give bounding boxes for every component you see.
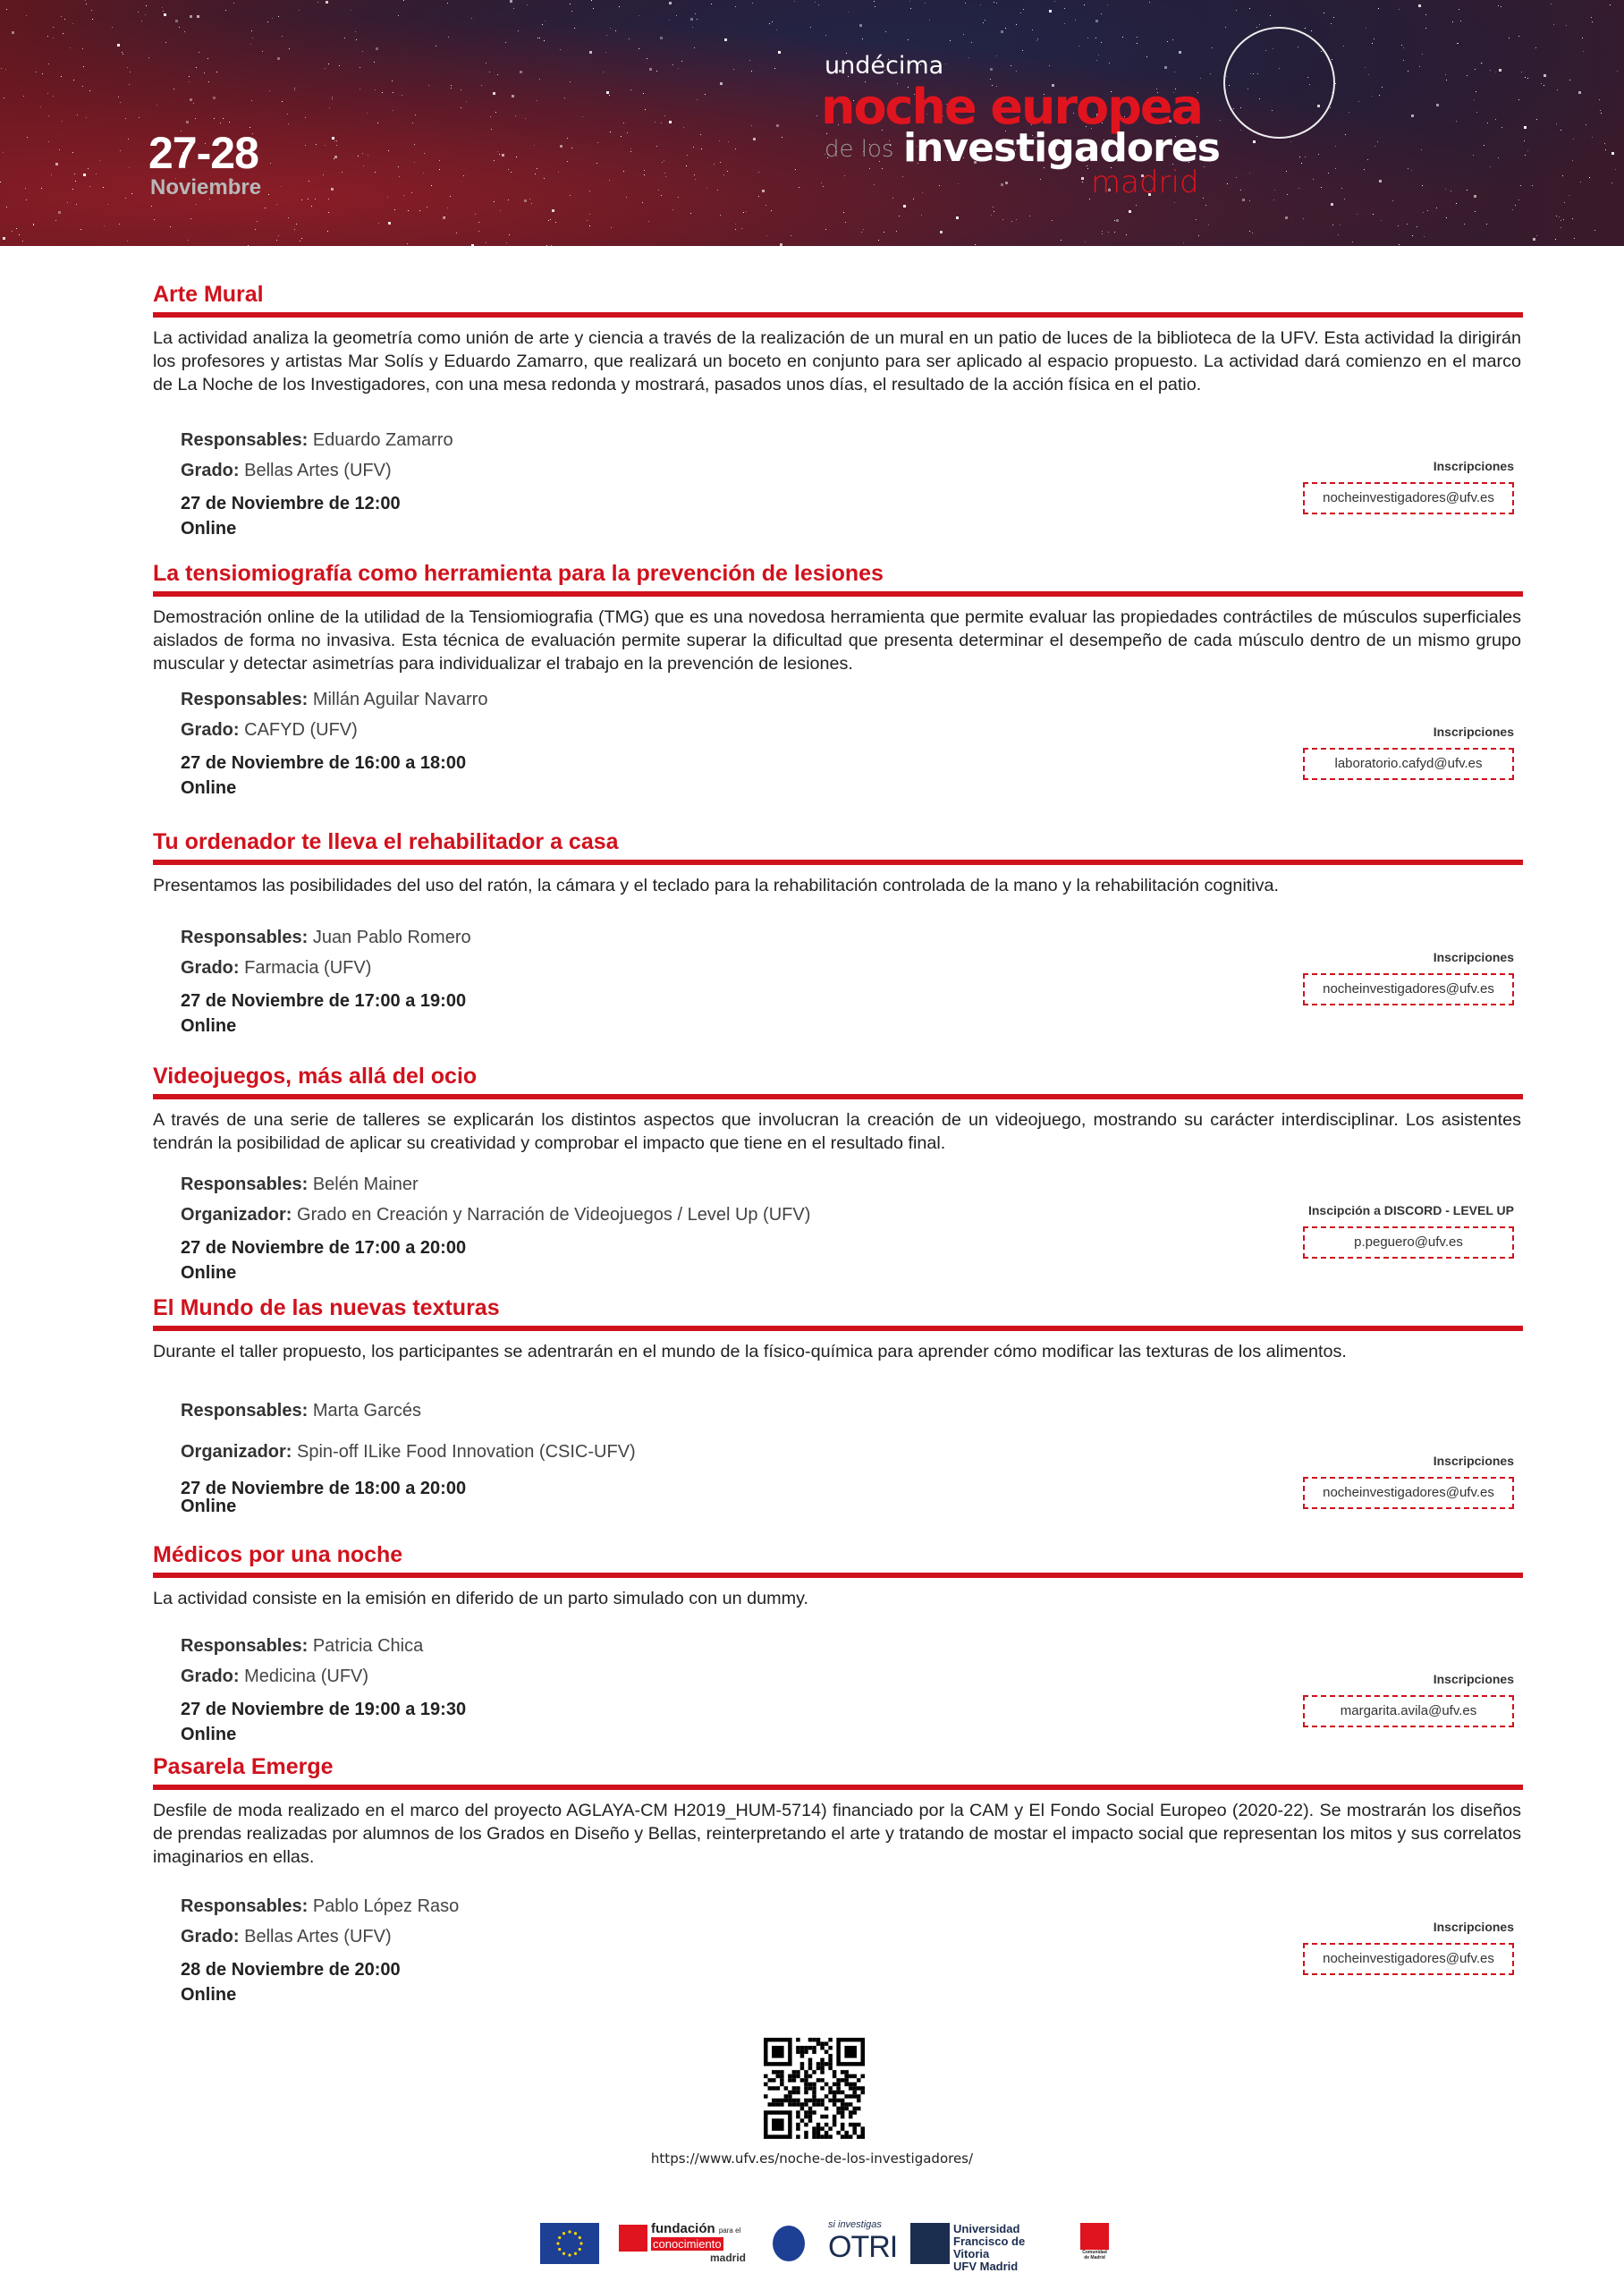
registration-label: Inscripciones xyxy=(1433,950,1514,964)
title-divider xyxy=(153,591,1523,597)
detail-row xyxy=(181,953,471,983)
activity-date: 27 de Noviembre de 18:00 a 20:00 xyxy=(181,1479,467,1498)
activity-title: El Mundo de las nuevas texturas xyxy=(153,1295,500,1320)
activity-date: 27 de Noviembre de 12:00 xyxy=(181,494,401,513)
header-banner xyxy=(0,0,1624,246)
detail-value: Grado en Creación y Narración de Videojuegos / Level Up (UFV) xyxy=(297,1205,811,1225)
activity-details xyxy=(181,922,471,1039)
activity-title: Videojuegos, más allá del ocio xyxy=(153,1064,478,1089)
registration-email[interactable]: nocheinvestigadores@ufv.es xyxy=(1303,1477,1514,1509)
activity-title: Médicos por una noche xyxy=(153,1542,403,1567)
detail-row xyxy=(181,425,453,455)
registration-label: Inscipción a DISCORD - LEVEL UP xyxy=(1307,1203,1514,1217)
title-divider xyxy=(153,1573,1523,1578)
detail-row xyxy=(181,1437,636,1467)
registration-label: Inscripciones xyxy=(1433,1454,1514,1468)
detail-label: Responsables: xyxy=(181,690,309,709)
logo-line-1: undécima xyxy=(825,52,944,80)
activity-date: 27 de Noviembre de 17:00 a 19:00 xyxy=(181,991,467,1011)
registration xyxy=(1303,950,1514,1005)
detail-value: Patricia Chica xyxy=(312,1636,424,1656)
activity-details xyxy=(181,1631,466,1747)
detail-row xyxy=(181,1661,466,1692)
registration xyxy=(1303,1454,1514,1509)
detail-label: Grado: xyxy=(181,720,240,740)
activity-title: Arte Mural xyxy=(153,282,264,307)
detail-value: Belén Mainer xyxy=(312,1175,419,1194)
title-divider xyxy=(153,860,1523,865)
detail-value: Juan Pablo Romero xyxy=(312,928,471,947)
detail-row xyxy=(181,455,453,486)
logo-line-3b: investigadores xyxy=(903,125,1220,171)
registration xyxy=(1303,1672,1514,1727)
detail-row xyxy=(181,922,471,953)
detail-row xyxy=(181,1921,459,1952)
registration xyxy=(1303,459,1514,514)
activity-description: La actividad consiste en la emisión en diferido de un parto simulado con un dummy. xyxy=(153,1589,809,1608)
registration-label: Inscripciones xyxy=(1433,459,1514,473)
detail-value: CAFYD (UFV) xyxy=(244,720,358,740)
logo-line-4: madrid xyxy=(1091,165,1199,200)
registration-label: Inscripciones xyxy=(1433,725,1514,739)
detail-label: Responsables: xyxy=(181,1175,309,1194)
registration-label: Inscripciones xyxy=(1433,1920,1514,1934)
activity-description: Desfile de moda realizado en el marco del proyecto AGLAYA-CM H2019_HUM-5714) financiado por la CAM y El Fondo Social Europeo (2020-22). Se mostrarán los diseños de prendas realizadas por alumnos de los Grados en Diseño y Bellas, reinterpretando el arte y tratando de mostar el impacto social que representan los mitos y sus correlatos imaginarios en ellas. xyxy=(153,1801,1521,1867)
detail-value: Pablo López Raso xyxy=(312,1896,460,1916)
activity-section xyxy=(153,1540,1523,1744)
activity-details xyxy=(181,425,453,541)
activity-section xyxy=(153,1293,1523,1516)
ufv-logo: Universidad Francisco de Vitoria UFV Madrid xyxy=(910,2223,1064,2264)
event-month: Noviembre xyxy=(150,175,262,199)
detail-value: Spin-off ILike Food Innovation (CSIC-UFV) xyxy=(297,1442,636,1462)
title-divider xyxy=(153,312,1523,318)
registration-email[interactable]: nocheinvestigadores@ufv.es xyxy=(1303,973,1514,1005)
activity-section xyxy=(153,827,1523,1036)
owl-moon-icon xyxy=(1223,27,1335,139)
qr-code[interactable] xyxy=(764,2038,865,2139)
detail-row xyxy=(181,1891,459,1921)
detail-label: Responsables: xyxy=(181,1636,309,1656)
activity-details xyxy=(181,1395,636,1515)
registration-label: Inscripciones xyxy=(1433,1672,1514,1686)
activity-description: Durante el taller propuesto, los participantes se adentrarán en el mundo de la físico-química para aprender cómo modificar las texturas de los alimentos. xyxy=(153,1342,1347,1361)
activity-date: 27 de Noviembre de 16:00 a 18:00 xyxy=(181,753,467,773)
activity-mode: Online xyxy=(181,1263,237,1283)
detail-row xyxy=(181,1631,466,1661)
registration xyxy=(1303,1920,1514,1975)
activity-date: 27 de Noviembre de 19:00 a 19:30 xyxy=(181,1700,467,1719)
registration-email[interactable]: nocheinvestigadores@ufv.es xyxy=(1303,482,1514,514)
registration-email[interactable]: p.peguero@ufv.es xyxy=(1303,1226,1514,1259)
detail-value: Bellas Artes (UFV) xyxy=(244,461,392,480)
activity-section xyxy=(153,1062,1523,1283)
detail-label: Responsables: xyxy=(181,430,309,450)
activity-section xyxy=(153,559,1523,798)
detail-value: Farmacia (UFV) xyxy=(244,958,372,978)
detail-label: Responsables: xyxy=(181,1401,309,1421)
eu-flag-logo xyxy=(540,2223,599,2264)
detail-row xyxy=(181,1395,636,1426)
logo-line-2: noche europea xyxy=(821,79,1202,135)
website-url[interactable]: https://www.ufv.es/noche-de-los-investigadores/ xyxy=(650,2150,974,2167)
detail-value: Marta Garcés xyxy=(312,1401,421,1421)
activity-description: Presentamos las posibilidades del uso del ratón, la cámara y el teclado para la rehabilitación controlada de la mano y la rehabilitación cognitiva. xyxy=(153,876,1280,895)
detail-label: Responsables: xyxy=(181,928,309,947)
registration-email[interactable]: laboratorio.cafyd@ufv.es xyxy=(1303,748,1514,780)
registration xyxy=(1303,725,1514,780)
title-divider xyxy=(153,1094,1523,1099)
detail-row xyxy=(181,715,487,745)
activity-mode: Online xyxy=(181,1016,237,1036)
detail-value: Bellas Artes (UFV) xyxy=(244,1927,392,1946)
activity-details xyxy=(181,684,487,801)
starfield xyxy=(0,0,1,1)
activity-mode: Online xyxy=(181,1497,237,1516)
otri-logo: si investigas OTRI xyxy=(828,2219,898,2264)
activity-description: La actividad analiza la geometría como unión de arte y ciencia a través de la realización de un mural en un patio de luces de la biblioteca de la UFV. Esta actividad la dirigirán los profesores y artistas Mar Solís y Eduardo Zamarro, que realizará un boceto en conjunto para ser aplicado al espacio propuesto. La actividad dará comienzo en el marco de La Noche de los Investigadores, con una mesa redonda y mostrará, pasados unos días, el resultado de la acción física en el patio. xyxy=(153,328,1521,394)
activity-mode: Online xyxy=(181,778,237,798)
title-divider xyxy=(153,1785,1523,1790)
activity-description: Demostración online de la utilidad de la Tensiomiografia (TMG) que es una novedosa herramienta que permite evaluar las propiedades contráctiles de músculos superficiales aislados de forma no invasiva. Esta técnica de evaluación permite superar la dificultad que presenta determinar el desempeño de cada músculo dentro de un mismo grupo muscular y detectar asimetrías para individualizar el trabajo en la prevención de lesiones. xyxy=(153,607,1521,674)
detail-label: Grado: xyxy=(181,1927,240,1946)
activity-date: 27 de Noviembre de 17:00 a 20:00 xyxy=(181,1238,467,1258)
activity-details xyxy=(181,1169,810,1285)
activity-mode: Online xyxy=(181,519,237,539)
logo-line-3a: de los xyxy=(825,136,894,163)
detail-label: Organizador: xyxy=(181,1205,292,1225)
activity-mode: Online xyxy=(181,1985,237,2005)
detail-value: Medicina (UFV) xyxy=(244,1667,369,1686)
detail-value: Eduardo Zamarro xyxy=(312,430,453,450)
detail-label: Organizador: xyxy=(181,1442,292,1462)
activity-title: Tu ordenador te lleva el rehabilitador a casa xyxy=(153,829,619,854)
activity-details xyxy=(181,1891,459,2007)
activity-mode: Online xyxy=(181,1725,237,1744)
comunidad-madrid-logo: Comunidad de Madrid xyxy=(1080,2223,1109,2264)
activity-description: A través de una serie de talleres se explicarán los distintos aspectos que involucran la creación de un videojuego, mostrando su carácter interdisciplinar. Los asistentes tendrán la posibilidad de aplicar su creatividad y comprobar el impacto que tiene en el resultado final. xyxy=(153,1110,1521,1153)
detail-row xyxy=(181,684,487,715)
registration-email[interactable]: margarita.avila@ufv.es xyxy=(1303,1695,1514,1727)
fundacion-conocimiento-logo: fundación para el conocimiento madrid xyxy=(619,2223,746,2264)
registration xyxy=(1303,1203,1514,1259)
detail-label: Responsables: xyxy=(181,1896,309,1916)
detail-label: Grado: xyxy=(181,461,240,480)
detail-label: Grado: xyxy=(181,958,240,978)
event-dates: 27-28 xyxy=(148,128,258,178)
detail-value: Millán Aguilar Navarro xyxy=(312,690,488,709)
activity-date: 28 de Noviembre de 20:00 xyxy=(181,1960,401,1980)
registration-email[interactable]: nocheinvestigadores@ufv.es xyxy=(1303,1943,1514,1975)
activity-title: Pasarela Emerge xyxy=(153,1754,334,1779)
detail-row xyxy=(181,1169,810,1200)
activity-title: La tensiomiografía como herramienta para la prevención de lesiones xyxy=(153,561,884,586)
title-divider xyxy=(153,1326,1523,1331)
detail-row xyxy=(181,1200,810,1230)
activity-section xyxy=(153,1752,1523,2005)
seal-logo xyxy=(773,2226,805,2261)
activity-section xyxy=(153,280,1523,539)
detail-label: Grado: xyxy=(181,1667,240,1686)
